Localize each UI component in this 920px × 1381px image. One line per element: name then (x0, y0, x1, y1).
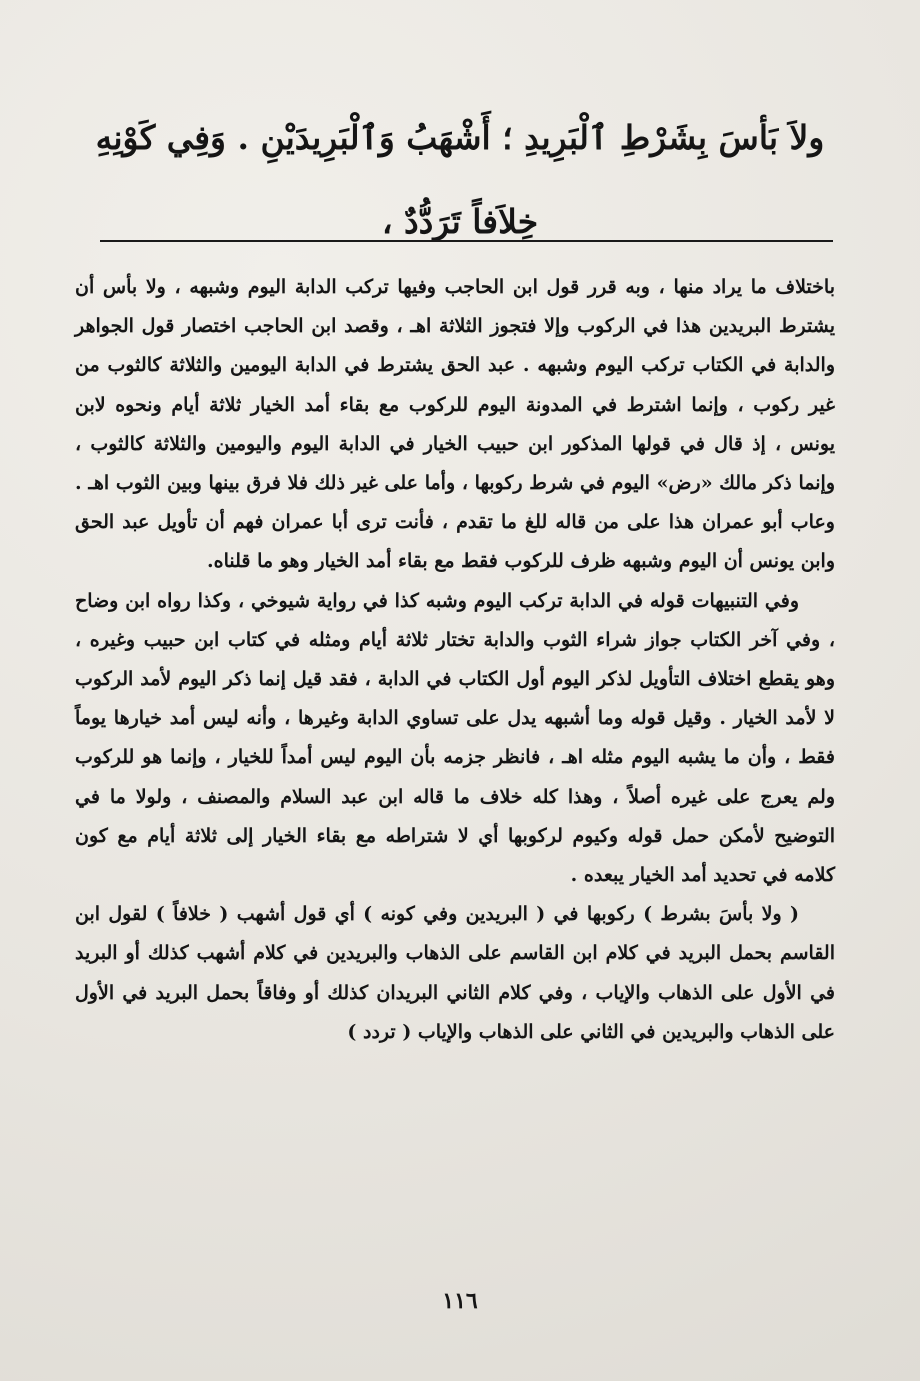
commentary-paragraph: ( ولا بأسَ بشرط ) ركوبها في ( البريدين وفي كونه ) أي قول أشهب ( خلافاً ) لقول ابن القاسم بحمل البريد في كلام ابن القاسم على الذهاب والبريدين في كلام أشهب كذلك أو البريد في الأول على الذهاب والإياب ، وفي كلام الثاني البريدان كذلك أو وفاقاً بحمل البريد في الأول على الذهاب والبريدين في الثاني على الذهاب والإياب ( تردد ) (75, 903, 835, 1043)
commentary-paragraph: وفي التنبيهات قوله في الدابة تركب اليوم وشبه كذا في رواية شيوخي ، وكذا رواه ابن وضاح ، وفي آخر الكتاب جواز شراء الثوب والدابة تختار ثلاثة أيام ومثله في كتاب ابن حبيب وغيره ، وهو يقطع اختلاف التأويل لذكر اليوم أول الكتاب في الدابة ، فقد قيل إنما ذكر اليوم لأمد الركوب لا لأمد الخيار . وقيل قوله وما أشبهه يدل على تساوي الدابة وغيرها ، وأنه ليس أمد خيارها يوماً فقط ، وأن ما يشبه اليوم مثله اهـ ، فانظر جزمه بأن اليوم ليس أمداً للخيار ، وإنما هو للركوب ولم يعرج على غيره أصلاً ، وهذا كله خلاف ما قاله ابن عبد السلام والمصنف ، ولولا ما في التوضيح لأمكن حمل قوله وكيوم لركوبها أي لا شتراطه مع بقاء الخيار إلى ثلاثة أيام مع كون كلامه في تحديد أمد الخيار يبعده . (75, 589, 835, 887)
commentary-body (75, 268, 835, 1052)
commentary-paragraph: باختلاف ما يراد منها ، وبه قرر قول ابن الحاجب وفيها تركب الدابة اليوم وشبهه ، ولا بأس أن يشترط البريدين هذا في الركوب وإلا فتجوز الثلاثة اهـ ، وقصد ابن الحاجب اختصار قول الجواهر والدابة في الكتاب تركب اليوم وشبهه . عبد الحق يشترط في الدابة اليومين والثلاثة كالثوب من غير ركوب ، وإنما اشترط في المدونة اليوم للركوب مع بقاء أمد الخيار ثلاثة أيام ونحوه لابن يونس ، إذ قال في قولها المذكور ابن حبيب الخيار في الدابة اليوم واليومين والثلاثة كالثوب ، وإنما ذكر مالك «رض» اليوم في شرط ركوبها ، وأما على غير ذلك فلا فرق بينها وبين الثوب اهـ . وعاب أبو عمران هذا على من قاله للغ ما تقدم ، فأنت ترى أبا عمران فهم أن تأويل عبد الحق وابن يونس أن اليوم وشبهه ظرف للركوب فقط مع بقاء أمد الخيار وهو ما قلناه. (75, 276, 835, 573)
matn-heading: ولاَ بَأسَ بِشَرْطِ ٱلْبَرِيدِ ؛ أَشْهَبُ وَٱلْبَرِيدَيْنِ . وَفِي كَوْنِهِ خِلاَفاً تَرَدُّدٌ ، (95, 118, 825, 241)
page-number: ١١٦ (442, 1288, 478, 1314)
separator-rule (100, 240, 833, 242)
